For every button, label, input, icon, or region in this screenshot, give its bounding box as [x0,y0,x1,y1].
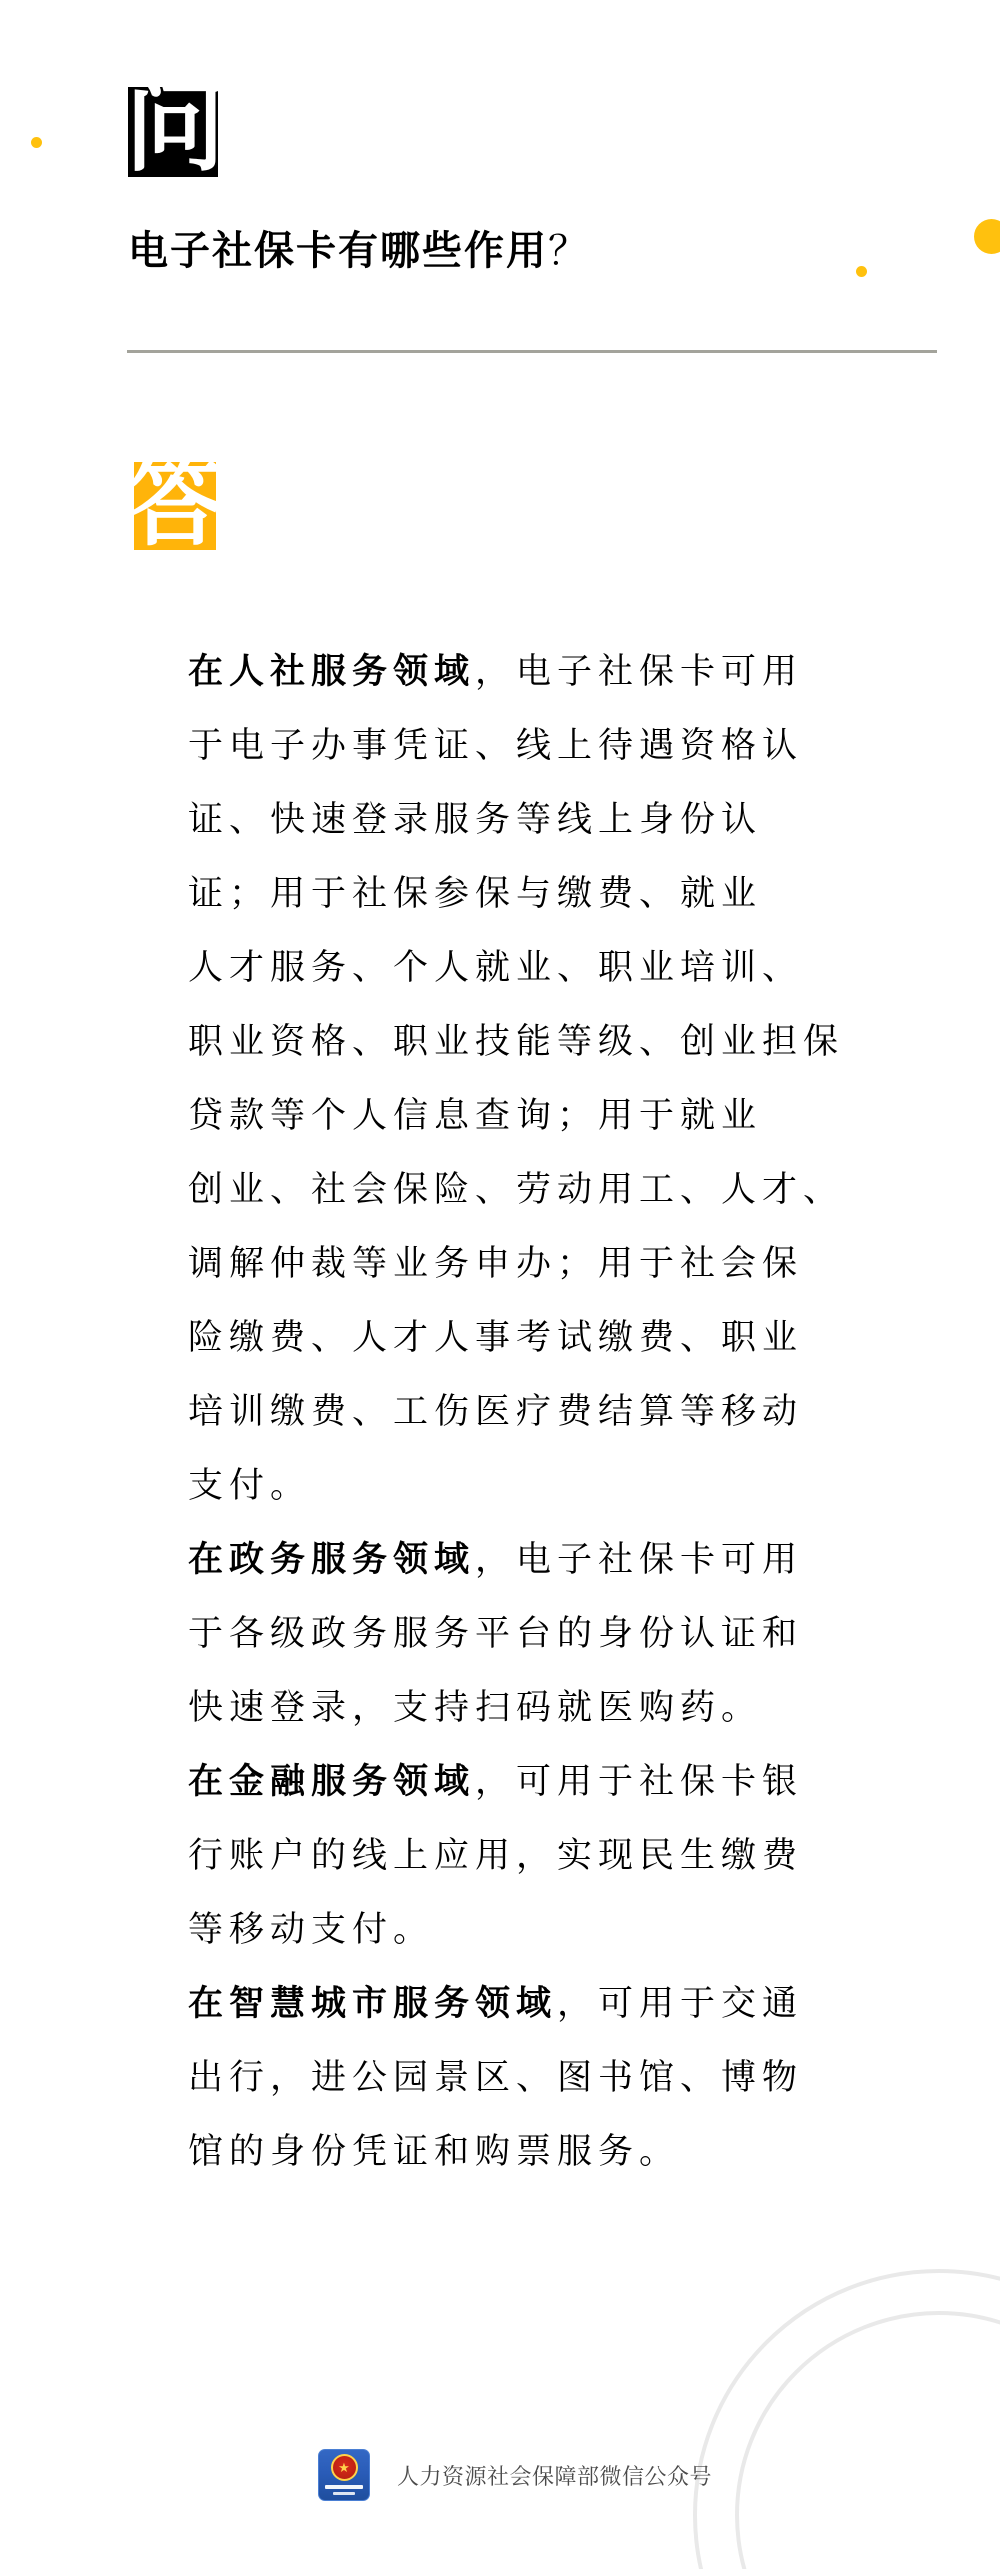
body-line [188,783,878,857]
body-line-text: 调解仲裁等业务申办；用于社会保 [188,1244,804,1283]
body-line [188,709,878,783]
body-line [188,1745,878,1819]
body-line-lead: 在人社服务领域 [188,652,476,691]
national-emblem-icon [331,2454,358,2481]
page-title-text: 电子社保卡有哪些作用 [128,229,548,273]
question-mark: ？ [548,229,590,273]
body-line-text: 于各级政务服务平台的身份认证和 [188,1614,804,1653]
body-lines [188,635,878,2189]
body-line-text: 证、快速登录服务等线上身份认 [188,800,763,839]
page-title [128,219,590,276]
question-block-icon [125,72,225,183]
body-line [188,1893,878,1967]
body-line-lead: 在智慧城市服务领域 [188,1984,558,2023]
footer-label: 人力资源社会保障部微信公众号 [397,2463,713,2489]
body-line-text: 出行，进公园景区、图书馆、博物 [188,2058,804,2097]
divider [127,350,937,353]
body-line [188,1079,878,1153]
body-line-lead: 在金融服务领域 [188,1762,476,1801]
body-line [188,1301,878,1375]
answer-glyph: 答 [127,450,223,557]
body-line-text: 险缴费、人才人事考试缴费、职业 [188,1318,804,1357]
logo-text-bar [333,2492,355,2495]
body-line [188,857,878,931]
body-line [188,1819,878,1893]
yellow-dot-icon [31,137,42,148]
body-line [188,1227,878,1301]
body-line-text: 行账户的线上应用，实现民生缴费 [188,1836,804,1875]
answer-block-icon [127,450,223,557]
body-line [188,1375,878,1449]
body-line-text: ，电子社保卡可用 [475,652,804,691]
logo-text-bar [325,2485,363,2489]
body-line-text: ，可用于社保卡银 [475,1762,804,1801]
body-line-lead: 在政务服务领域 [188,1540,476,1579]
body-line-text: 馆的身份凭证和购票服务。 [188,2132,681,2171]
body-line-text: 培训缴费、工伤医疗费结算等移动 [188,1392,804,1431]
body-line [188,1671,878,1745]
body-line [188,2041,878,2115]
body-line [188,1523,878,1597]
body-line-text: 职业资格、职业技能等级、创业担保 [188,1022,845,1061]
body-line [188,1005,878,1079]
body-line [188,2115,878,2189]
question-glyph: 问 [125,72,225,183]
body-line-text: 快速登录，支持扫码就医购药。 [188,1688,763,1727]
body-line-text: 人才服务、个人就业、职业培训、 [188,948,804,987]
body-line-text: 证；用于社保参保与缴费、就业 [188,874,763,913]
body-line [188,931,878,1005]
body-line [188,1153,878,1227]
body-line [188,1449,878,1523]
body-line [188,1597,878,1671]
body-line-text: 于电子办事凭证、线上待遇资格认 [188,726,804,765]
body-line-text: 支付。 [188,1466,312,1505]
footer [318,2448,712,2502]
body-line [188,635,878,709]
mohrss-logo [318,2449,370,2501]
body-line-text: 贷款等个人信息查询；用于就业 [188,1096,763,1135]
yellow-dot-icon [856,266,867,277]
body-line-text: ，电子社保卡可用 [475,1540,804,1579]
emblem-star-icon: ★ [338,2460,350,2475]
yellow-dot-icon [974,219,1000,254]
body-line [188,1967,878,2041]
body-line-text: 创业、社会保险、劳动用工、人才、 [188,1170,845,1209]
body-line-text: ，可用于交通 [557,1984,804,2023]
body-line-text: 等移动支付。 [188,1910,435,1949]
